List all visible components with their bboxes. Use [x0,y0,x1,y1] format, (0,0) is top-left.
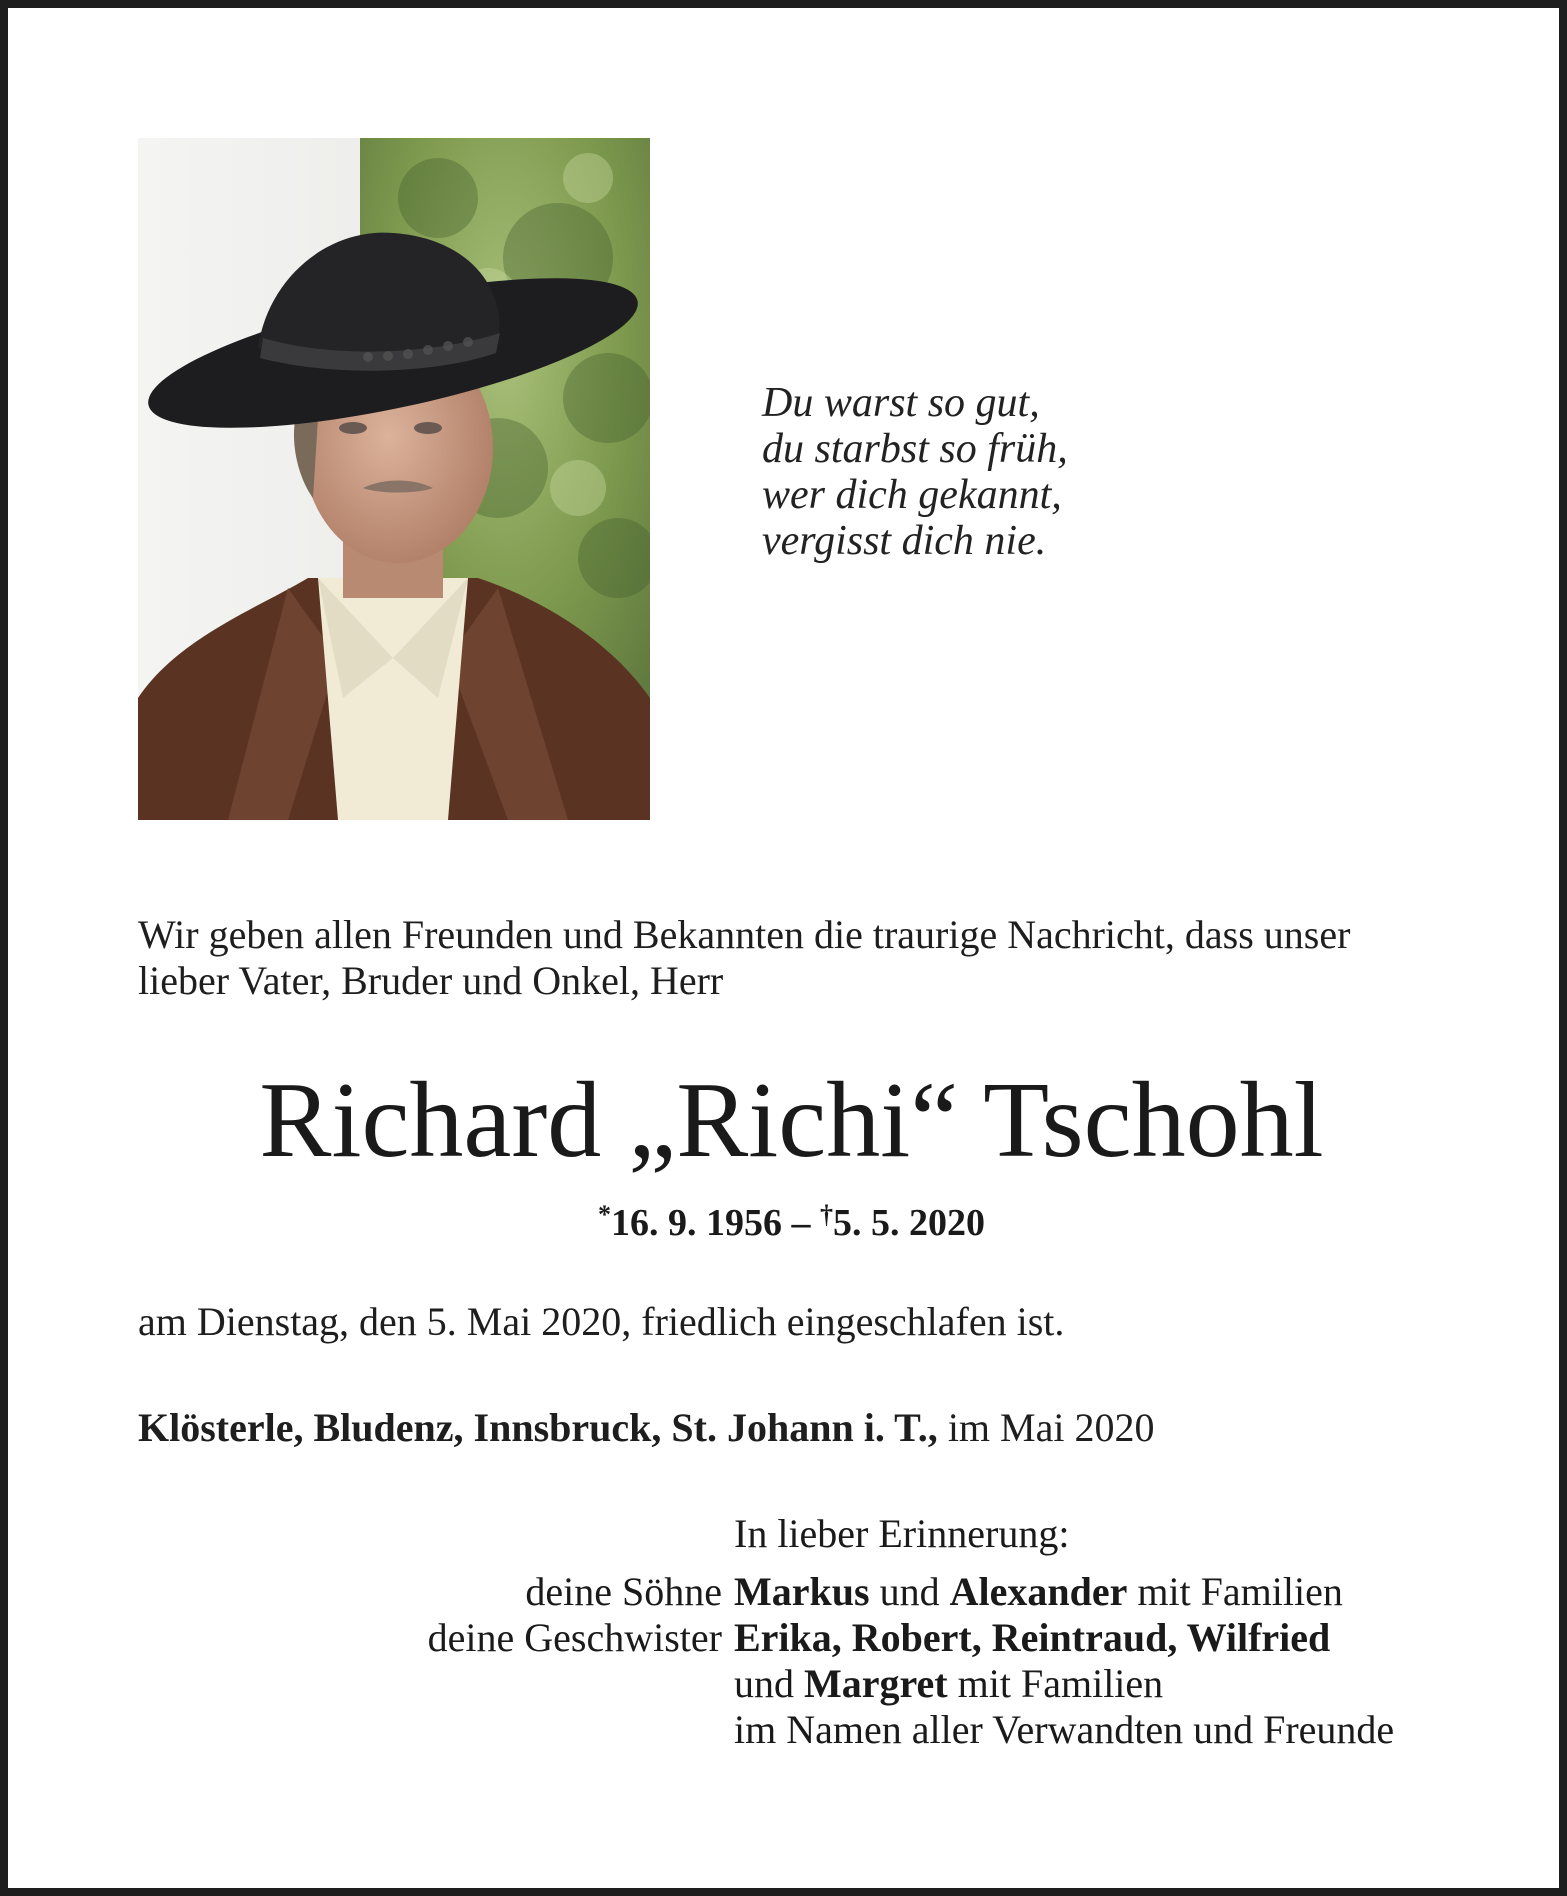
relation-label-siblings: deine Geschwister [427,1615,722,1660]
siblings-names [734,1615,1330,1661]
conjunction: und [734,1661,794,1706]
closing-line: im Namen aller Verwandten und Freunde [734,1707,1395,1752]
death-symbol: † [820,1200,833,1229]
memory-heading: In lieber Erinnerung: [734,1511,1070,1556]
mourner-row-siblings-cont [308,1661,1488,1707]
relation-label-sons: deine Söhne [525,1569,722,1614]
places: Klösterle, Bludenz, Innsbruck, St. Johann i. T., [138,1405,938,1450]
mourner-row-closing [308,1707,1488,1753]
verse-line: wer dich gekannt, [762,472,1062,518]
son-name: Alexander [949,1569,1128,1614]
sibling-names: Erika, Robert, Reintraud, Wilfried [734,1615,1331,1660]
life-dates [8,1193,1567,1245]
verse-line: du starbst so früh, [762,426,1068,472]
verse-line: vergisst dich nie. [762,518,1047,564]
deceased-name: Richard „Richi“ Tschohl [259,1061,1324,1180]
place-date: im Mai 2020 [947,1405,1155,1450]
families-suffix: mit Familien [1137,1569,1343,1614]
son-name: Markus [734,1569,870,1614]
mourner-row-sons [308,1569,1488,1615]
families-suffix: mit Familien [957,1661,1164,1706]
date-separator: – [782,1202,820,1244]
mourner-row-siblings [308,1615,1488,1661]
sons-names [734,1569,1343,1615]
birth-symbol: * [598,1200,611,1229]
siblings-names-cont [734,1661,1163,1707]
mourners-list [308,1569,1488,1753]
birth-date: 16. 9. 1956 [611,1202,782,1244]
place-date-line [138,1405,1154,1451]
intro-line-1: Wir geben allen Freunden und Bekannten die traurige Nachricht, dass unser [138,912,1351,957]
memorial-verse [762,380,1068,564]
portrait-photo [138,138,650,820]
intro-line-2: lieber Vater, Bruder und Onkel, Herr [138,958,724,1003]
passing-statement: am Dienstag, den 5. Mai 2020, friedlich eingeschlafen ist. [138,1299,1065,1344]
conjunction: und [879,1569,940,1614]
portrait-photo-illustration [138,138,650,820]
death-date: 5. 5. 2020 [833,1202,985,1244]
sibling-name: Margret [804,1661,948,1706]
verse-line: Du warst so gut, [762,380,1040,426]
intro-text [138,912,1350,1004]
